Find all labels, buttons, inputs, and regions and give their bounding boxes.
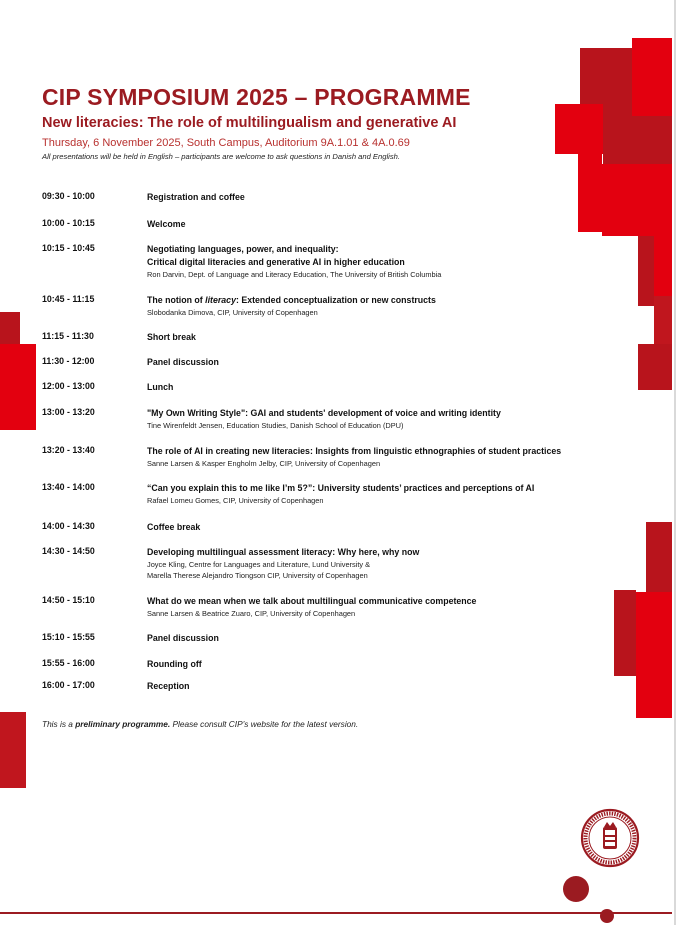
preliminary-note-post: Please consult CIP’s website for the latest version. [170,719,359,729]
schedule-title: Lunch [147,382,174,392]
bottom-rule [0,912,672,914]
decor-block [632,38,672,116]
schedule-time: 09:30 - 10:00 [42,191,95,201]
schedule-title: “Can you explain this to me like I’m 5?”: University students’ practices and perceptions of AI [147,483,535,493]
schedule-speaker: Sanne Larsen & Beatrice Zuaro, CIP, University of Copenhagen [147,609,356,618]
schedule-title: Registration and coffee [147,192,245,202]
schedule-time: 13:20 - 13:40 [42,445,95,455]
schedule-time: 16:00 - 17:00 [42,680,95,690]
decor-block [654,296,672,344]
schedule-speaker: Sanne Larsen & Kasper Engholm Jelby, CIP, University of Copenhagen [147,459,381,468]
schedule-title: Reception [147,681,190,691]
preliminary-note [42,719,358,729]
schedule-speaker: Rafael Lomeu Gomes, CIP, University of Copenhagen [147,496,324,505]
schedule-title [147,294,627,307]
preliminary-note-bold: preliminary programme. [75,719,171,729]
schedule-title: The role of AI in creating new literacies: Insights from linguistic ethnographies of student practices [147,446,562,456]
schedule-time: 15:10 - 15:55 [42,632,95,642]
schedule-title: Panel discussion [147,357,219,367]
schedule-time: 11:30 - 12:00 [42,356,95,366]
decor-block [0,344,36,430]
schedule-title-pre: The notion of [147,295,206,305]
university-seal-icon [580,808,640,868]
schedule-speaker: Ron Darvin, Dept. of Language and Literacy Education, The University of British Columbia [147,270,442,279]
schedule-time: 12:00 - 13:00 [42,381,95,391]
schedule-title: Welcome [147,219,186,229]
schedule-time: 10:00 - 10:15 [42,218,95,228]
schedule-time: 14:50 - 15:10 [42,595,95,605]
schedule-title: Panel discussion [147,633,219,643]
page-subtitle: New literacies: The role of multilingualism and generative AI [42,115,457,131]
decor-block [0,312,20,344]
schedule-speaker: Joyce Kling, Centre for Languages and Literature, Lund University & [147,560,371,569]
decor-block [603,116,672,164]
decor-block [0,712,26,788]
decor-dot [563,876,589,902]
preliminary-note-pre: This is a [42,719,76,729]
language-note: All presentations will be held in English – participants are welcome to ask questions in Danish and English. [42,152,400,161]
schedule-title-line-2: Critical digital literacies and generative AI in higher education [147,257,405,267]
schedule-title: Developing multilingual assessment literacy: Why here, why now [147,547,420,557]
schedule-title: Rounding off [147,659,202,669]
decor-block [646,522,672,592]
decor-block [636,592,672,718]
decor-block [638,236,654,306]
decor-block [654,236,672,296]
schedule-time: 14:30 - 14:50 [42,546,95,556]
schedule-speaker: Slobodanka Dimova, CIP, University of Copenhagen [147,308,318,317]
schedule-time: 11:15 - 11:30 [42,331,94,341]
venue-line: Thursday, 6 November 2025, South Campus, Auditorium 9A.1.01 & 4A.0.69 [42,137,410,149]
schedule-time: 10:45 - 11:15 [42,294,95,304]
decor-block [555,104,603,154]
schedule-title: Short break [147,332,196,342]
schedule-title: "My Own Writing Style": GAI and students' development of voice and writing identity [147,408,501,418]
schedule-speaker: Tine Wirenfeldt Jensen, Education Studies, Danish School of Education (DPU) [147,421,404,430]
schedule-time: 10:15 - 10:45 [42,243,95,253]
schedule-time: 14:00 - 14:30 [42,521,95,531]
schedule-title: What do we mean when we talk about multilingual communicative competence [147,596,477,606]
schedule-title: Coffee break [147,522,201,532]
schedule-speaker-line-2: Marella Therese Alejandro Tiongson CIP, University of Copenhagen [147,571,368,580]
schedule-title-post: : Extended conceptualization or new constructs [235,295,436,305]
schedule-title: Negotiating languages, power, and inequality: [147,244,339,254]
schedule-time: 13:00 - 13:20 [42,407,95,417]
schedule-title-emphasis: literacy [205,295,236,305]
schedule-time: 15:55 - 16:00 [42,658,95,668]
schedule-time: 13:40 - 14:00 [42,482,95,492]
page-title: CIP SYMPOSIUM 2025 – PROGRAMME [42,84,471,110]
decor-block [638,344,672,390]
